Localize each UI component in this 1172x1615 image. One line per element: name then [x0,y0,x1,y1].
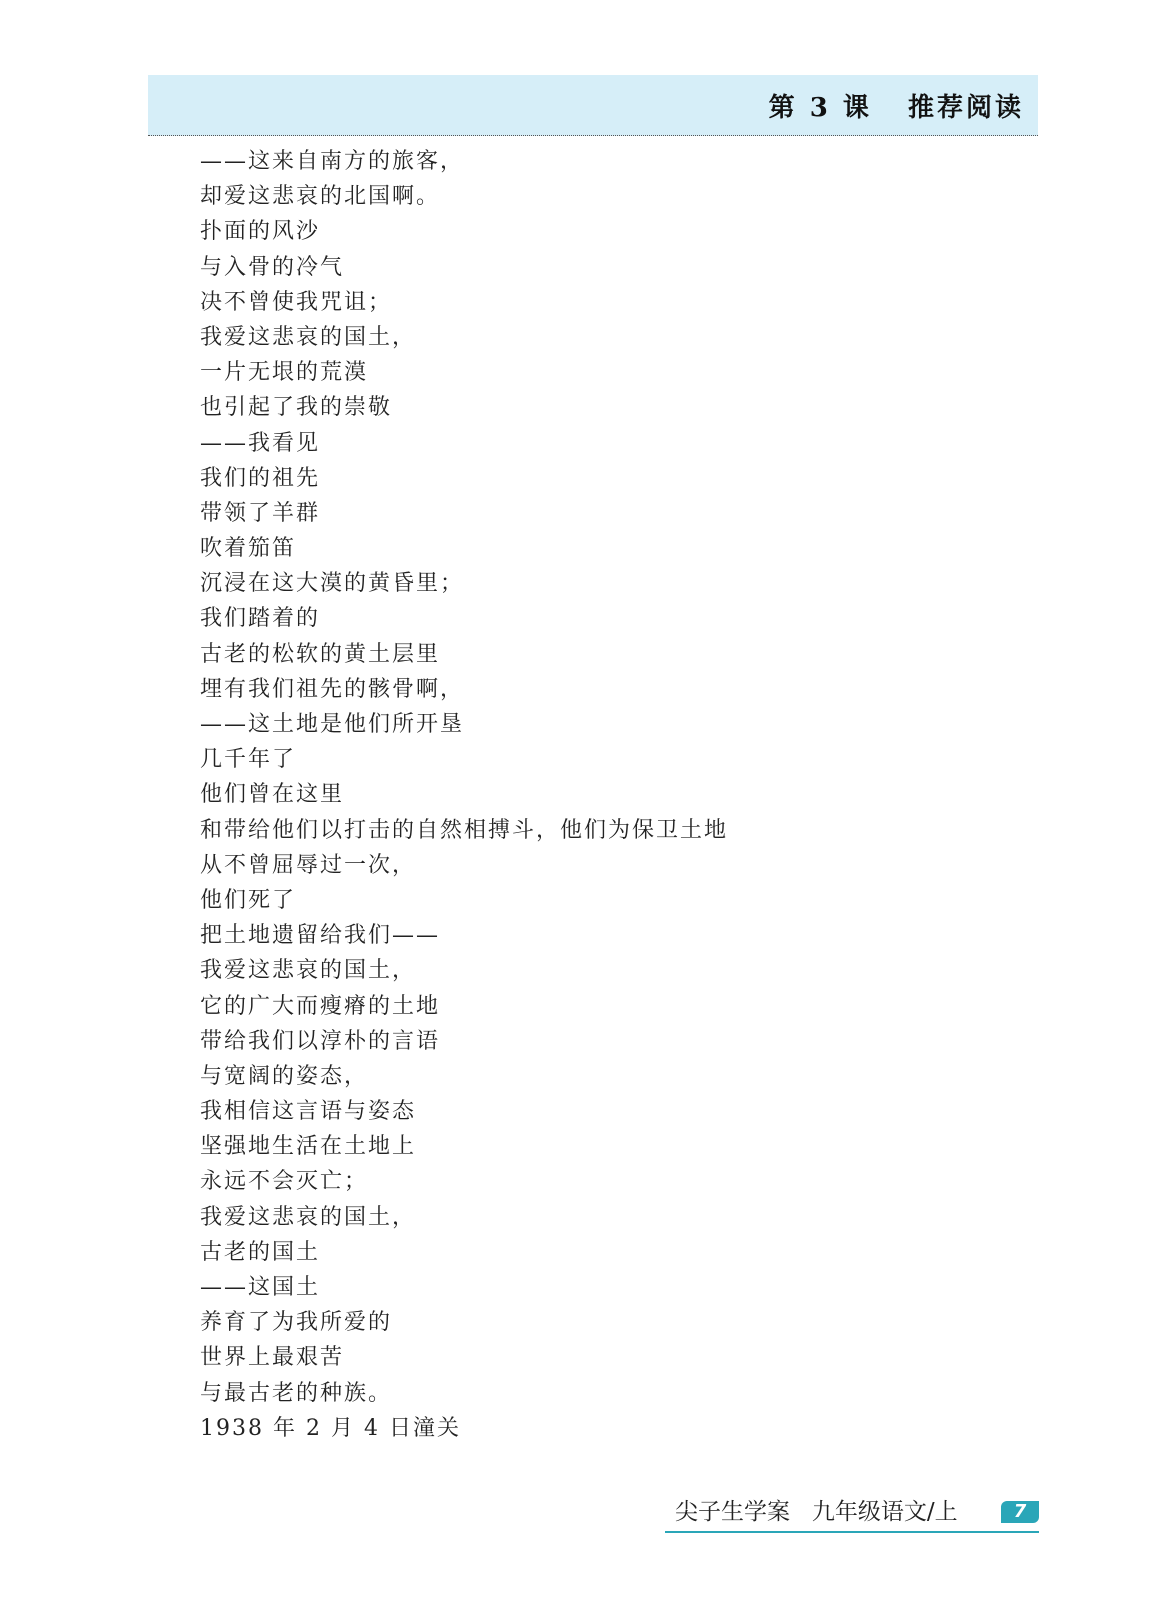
poem-line: 带领了羊群 [200,500,321,526]
poem-line: 我们的祖先 [200,465,321,491]
poem-line: 世界上最艰苦 [200,1345,345,1371]
poem-line: 扑面的风沙 [200,219,321,245]
poem-line: 从不曾屈辱过一次， [200,852,417,878]
poem-line: 古老的松软的黄土层里 [200,641,441,667]
poem-line: 他们曾在这里 [200,782,345,808]
poem-line: 我们踏着的 [200,606,321,632]
poem-line: 和带给他们以打击的自然相搏斗，他们为保卫土地 [200,817,729,843]
poem-line: 沉浸在这大漠的黄昏里； [200,571,465,597]
poem-line: 也引起了我的崇敬 [200,395,393,421]
page-footer [665,1497,1039,1533]
poem-line: ——这来自南方的旅客， [200,149,465,174]
poem-line: 一片无垠的荒漠 [200,360,369,386]
book-title: 尖子生学案 九年级语文/上 [675,1499,958,1525]
poem-line: ——我看见 [200,430,321,456]
poem-line: 带给我们以淳朴的言语 [200,1028,441,1054]
poem-line: 我爱这悲哀的国土， [200,1204,417,1230]
poem-line: 与宽阔的姿态， [200,1063,369,1089]
poem-line: 养育了为我所爱的 [200,1310,393,1336]
poem-line: 埋有我们祖先的骸骨啊， [200,676,465,702]
poem-line: 与最古老的种族。 [200,1380,393,1406]
poem-line: 我爱这悲哀的国土， [200,324,417,350]
poem-line: 却爱这悲哀的北国啊。 [200,184,441,210]
poem-line: 把土地遗留给我们—— [200,923,441,949]
poem-line: ——这国土 [200,1275,321,1300]
poem-line: 几千年了 [200,747,297,773]
poem-line: 与入骨的冷气 [200,254,345,280]
lesson-title: 第 3 课 推荐阅读 [768,93,1024,123]
poem-line: 它的广大而瘦瘠的土地 [200,993,441,1019]
poem-line: 永远不会灭亡； [200,1169,369,1195]
poem-body [200,144,960,1446]
poem-line: ——这土地是他们所开垦 [200,712,465,737]
poem-line: 他们死了 [200,887,297,913]
poem-date-line: 1938 年 2 月 4 日潼关 [200,1415,461,1441]
poem-line: 吹着笳笛 [200,536,297,562]
poem-line: 决不曾使我咒诅； [200,289,393,315]
poem-line: 坚强地生活在土地上 [200,1134,417,1160]
page-header-band [148,75,1038,136]
poem-line: 我相信这言语与姿态 [200,1099,417,1125]
poem-line: 古老的国土 [200,1239,321,1265]
poem-line: 我爱这悲哀的国土， [200,958,417,984]
page-number-badge: 7 [1001,1501,1039,1523]
